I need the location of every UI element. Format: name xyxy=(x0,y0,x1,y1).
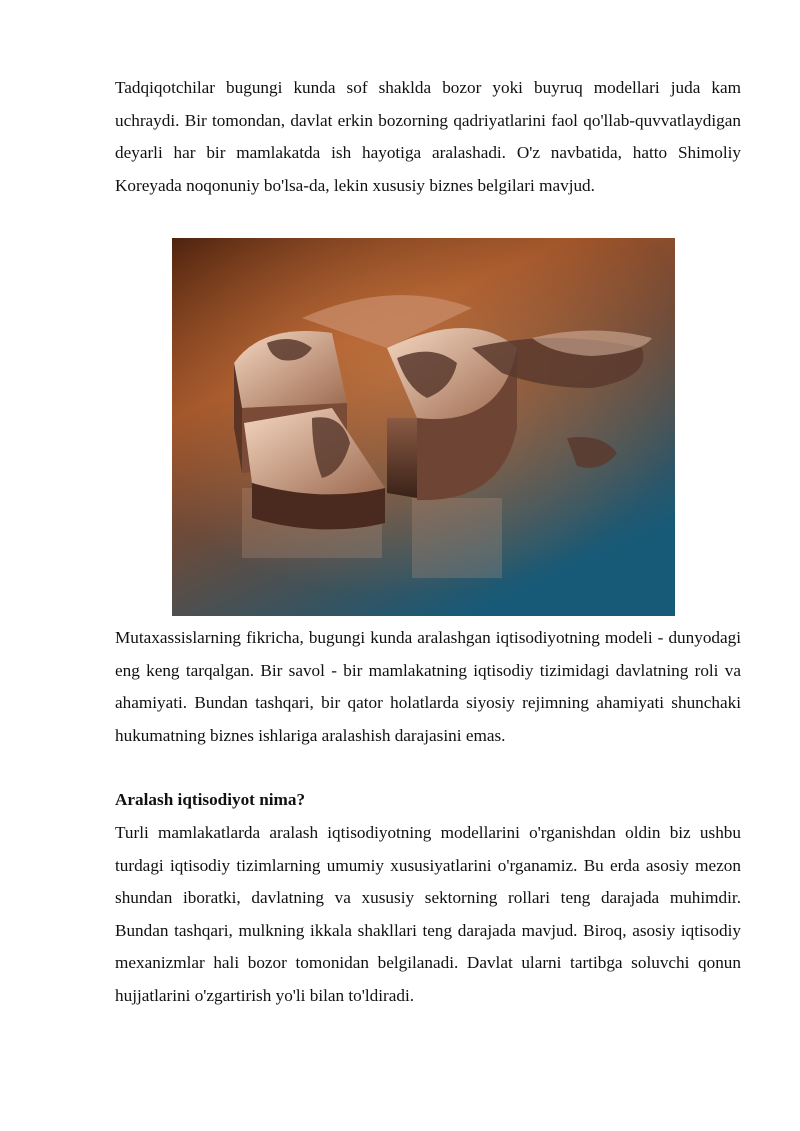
paragraph-mixed-economy: Turli mamlakatlarda aralash iqtisodiyotning modellarini o'rganishdan oldin biz ushbu turdagi iqtisodiy tizimlarning umumiy xususiyatlarini o'rganamiz. Bu erda asosiy mezon shundan iboratki, davlatning va xususiy sektorning rollari teng darajada muhimdir. Bundan tashqari, mulkning ikkala shakllari teng darajada mavjud. Biroq, asosiy iqtisodiy mexanizmlar hali bozor tomonidan belgilanadi. Davlat ularni tartibga soluvchi qonun hujjatlarini o'zgartirish yo'li bilan to'ldiradi. xyxy=(115,823,741,1005)
paragraph-intro: Tadqiqotchilar bugungi kunda sof shaklda bozor yoki buyruq modellari juda kam uchraydi. Bir tomondan, davlat erkin bozorning qadriyatlarini faol qo'llab-quvvatlaydigan deyarli har bir mamlakatda ish hayotiga aralashadi. O'z navbatida, hatto Shimoliy Koreyada noqonuniy bo'lsa-da, lekin xususiy biznes belgilari mavjud. xyxy=(115,78,741,195)
world-map-pie-icon xyxy=(172,238,675,616)
pie-chart-world-map-image xyxy=(172,238,675,616)
paragraph-experts: Mutaxassislarning fikricha, bugungi kunda aralashgan iqtisodiyotning modeli - dunyodagi eng keng tarqalgan. Bir savol - bir mamlakatning iqtisodiy tizimidagi davlatning roli va ahamiyati. Bundan tashqari, bir qator holatlarda siyosiy rejimning ahamiyati shunchaki hukumatning biznes ishlariga aralashish darajasini emas. xyxy=(115,628,741,745)
section-heading: Aralash iqtisodiyot nima? xyxy=(115,790,306,809)
